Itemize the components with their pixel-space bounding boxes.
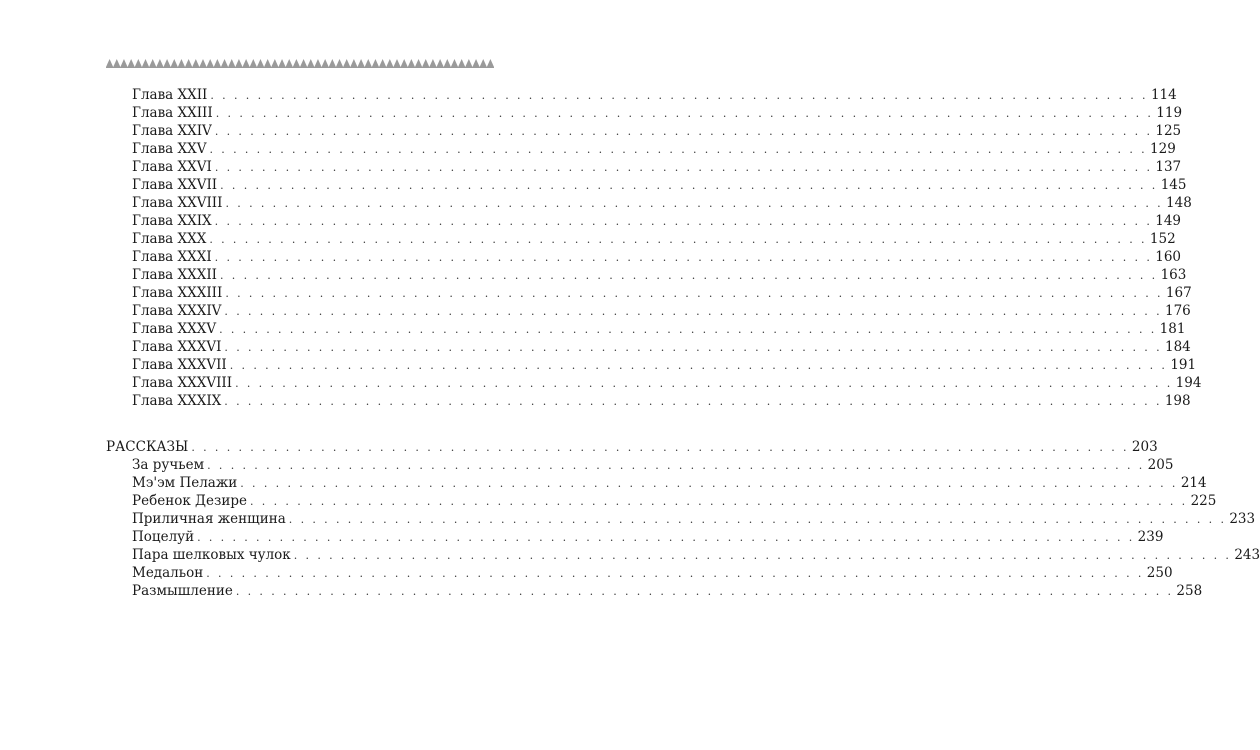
ornament-triangle (379, 59, 386, 67)
dot-leader: . . . . . . . . . . . . . . . . . . . . . . . . . . . . . . . . . . . . . . . . . . . . . . . . . . . . . . . . . . . . . . . . . . . . . . . . . . . . . . . . (214, 125, 1153, 138)
entry-label: Глава XXIII (132, 105, 213, 121)
entry-label: Глава XXV (132, 141, 207, 157)
dot-leader: . . . . . . . . . . . . . . . . . . . . . . . . . . . . . . . . . . . . . . . . . . . . . . . . . . . . . . . . . . . . . . . . . . . . . . . . . . . . . . . . (288, 513, 1227, 526)
entry-label: Глава XXXV (132, 321, 217, 337)
entry-label: Медальон (132, 565, 204, 581)
dot-leader: . . . . . . . . . . . . . . . . . . . . . . . . . . . . . . . . . . . . . . . . . . . . . . . . . . . . . . . . . . . . . . . . . . . . . . . . . . . . . . . . (207, 459, 1145, 472)
entry-page-number: 149 (1155, 213, 1182, 229)
dot-leader: . . . . . . . . . . . . . . . . . . . . . . . . . . . . . . . . . . . . . . . . . . . . . . . . . . . . . . . . . . . . . . . . . . . . . . . . . . . . . . . . (220, 179, 1158, 192)
dot-leader: . . . . . . . . . . . . . . . . . . . . . . . . . . . . . . . . . . . . . . . . . . . . . . . . . . . . . . . . . . . . . . . . . . . . . . . . . . . . . . . . (224, 305, 1162, 318)
ornament-triangle (465, 59, 472, 67)
ornament-triangle (372, 59, 379, 67)
toc-entry (106, 266, 1187, 284)
ornament-triangle (135, 59, 142, 67)
entry-page-number: 181 (1159, 321, 1186, 337)
dot-leader: . . . . . . . . . . . . . . . . . . . . . . . . . . . . . . . . . . . . . . . . . . . . . . . . . . . . . . . . . . . . . . . . . . . . . . . . . . . . . . . . (214, 251, 1153, 264)
entry-page-number: 225 (1190, 493, 1217, 509)
dot-leader: . . . . . . . . . . . . . . . . . . . . . . . . . . . . . . . . . . . . . . . . . . . . . . . . . . . . . . . . . . . . . . . . . . . . . . . . . . . . . . . . (235, 377, 1173, 390)
toc-entry (106, 456, 1174, 474)
ornament-triangle (386, 59, 393, 67)
entry-label: Глава XXII (132, 87, 208, 103)
ornament-triangle (250, 59, 257, 67)
toc-entry (106, 212, 1182, 230)
toc-entry (106, 104, 1183, 122)
ornament-triangle (163, 59, 170, 67)
ornament-triangle (322, 59, 329, 67)
dot-leader: . . . . . . . . . . . . . . . . . . . . . . . . . . . . . . . . . . . . . . . . . . . . . . . . . . . . . . . . . . . . . . . . . . . . . . . . . . . . . . . . (214, 161, 1153, 174)
dot-leader: . . . . . . . . . . . . . . . . . . . . . . . . . . . . . . . . . . . . . . . . . . . . . . . . . . . . . . . . . . . . . . . . . . . . . . . . . . . . . . . . (210, 89, 1148, 102)
entry-label: Глава XXXVIII (132, 375, 233, 391)
entry-page-number: 160 (1155, 249, 1182, 265)
toc-entry (106, 356, 1197, 374)
dot-leader: . . . . . . . . . . . . . . . . . . . . . . . . . . . . . . . . . . . . . . . . . . . . . . . . . . . . . . . . . . . . . . . . . . . . . . . . . . . . . . . . (215, 107, 1154, 120)
toc-entry (106, 582, 1203, 600)
dot-leader: . . . . . . . . . . . . . . . . . . . . . . . . . . . . . . . . . . . . . . . . . . . . . . . . . . . . . . . . . . . . . . . . . . . . . . . . . . . . . . . . (224, 395, 1162, 408)
entry-label: Ребенок Дезире (132, 493, 248, 509)
ornament-triangle (278, 59, 285, 67)
entry-page-number: 194 (1175, 375, 1202, 391)
chapter-list (106, 86, 1202, 410)
ornament-triangle (415, 59, 422, 67)
ornament-triangle (149, 59, 156, 67)
ornament-triangle (437, 59, 444, 67)
toc-entry (106, 176, 1187, 194)
ornament-triangle (458, 59, 465, 67)
ornament-triangle (357, 59, 364, 67)
entry-page-number: 129 (1150, 141, 1176, 157)
table-of-contents (106, 86, 1260, 600)
entry-label: Глава XXXIII (132, 285, 223, 301)
entry-page-number: 125 (1155, 123, 1182, 139)
ornament-triangle (365, 59, 372, 67)
dot-leader: . . . . . . . . . . . . . . . . . . . . . . . . . . . . . . . . . . . . . . . . . . . . . . . . . . . . . . . . . . . . . . . . . . . . . . . . . . . . . . . . (225, 287, 1163, 300)
ornament-triangle (293, 59, 300, 67)
ornament-triangle (343, 59, 350, 67)
entry-label: Мэ'эм Пелажи (132, 475, 238, 491)
entry-label: Глава XXXII (132, 267, 218, 283)
toc-entry (106, 564, 1173, 582)
entry-page-number: 148 (1166, 195, 1192, 211)
ornament-triangle (156, 59, 163, 67)
entry-label: Глава XXVI (132, 159, 212, 175)
dot-leader: . . . . . . . . . . . . . . . . . . . . . . . . . . . . . . . . . . . . . . . . . . . . . . . . . . . . . . . . . . . . . . . . . . . . . . . . . . . . . . . . (293, 549, 1232, 562)
toc-entry (106, 392, 1191, 410)
toc-entry (106, 510, 1256, 528)
ornament-triangle (214, 59, 221, 67)
dot-leader: . . . . . . . . . . . . . . . . . . . . . . . . . . . . . . . . . . . . . . . . . . . . . . . . . . . . . . . . . . . . . . . . . . . . . . . . . . . . . . . . (250, 495, 1188, 508)
dot-leader: . . . . . . . . . . . . . . . . . . . . . . . . . . . . . . . . . . . . . . . . . . . . . . . . . . . . . . . . . . . . . . . . . . . . . . . . . . . . . . . . (224, 341, 1162, 354)
section-page-number: 203 (1131, 439, 1158, 455)
ornament-triangle (243, 59, 250, 67)
ornament-triangle (199, 59, 206, 67)
ornament-triangle (235, 59, 242, 67)
ornament-triangle (286, 59, 293, 67)
dot-leader: . . . . . . . . . . . . . . . . . . . . . . . . . . . . . . . . . . . . . . . . . . . . . . . . . . . . . . . . . . . . . . . . . . . . . . . . . . . . . . . . (209, 143, 1148, 156)
entry-page-number: 191 (1170, 357, 1197, 373)
entry-label: Глава XXXIX (132, 393, 222, 409)
ornament-triangle (171, 59, 178, 67)
ornament-triangle (408, 59, 415, 67)
ornament-triangle (221, 59, 228, 67)
dot-leader: . . . . . . . . . . . . . . . . . . . . . . . . . . . . . . . . . . . . . . . . . . . . . . . . . . . . . . . . . . . . . . . . . . . . . . . . . . . . . . . . (229, 359, 1168, 372)
ornament-triangle (142, 59, 149, 67)
toc-section-stories (106, 438, 1158, 456)
entry-label: Глава XXVII (132, 177, 218, 193)
entry-label: Глава XXXVII (132, 357, 227, 373)
toc-entry (106, 474, 1207, 492)
dot-leader: . . . . . . . . . . . . . . . . . . . . . . . . . . . . . . . . . . . . . . . . . . . . . . . . . . . . . . . . . . . . . . . . . . . . . . . . . . . . . . . . (191, 441, 1129, 454)
entry-page-number: 184 (1164, 339, 1191, 355)
entry-page-number: 214 (1180, 475, 1207, 491)
ornament-triangle (307, 59, 314, 67)
story-list (106, 456, 1260, 600)
ornament-triangle (480, 59, 487, 67)
ornament-triangle (329, 59, 336, 67)
dot-leader: . . . . . . . . . . . . . . . . . . . . . . . . . . . . . . . . . . . . . . . . . . . . . . . . . . . . . . . . . . . . . . . . . . . . . . . . . . . . . . . . (235, 585, 1174, 598)
entry-page-number: 239 (1137, 529, 1164, 545)
ornament-triangle (178, 59, 185, 67)
ornament-triangle (228, 59, 235, 67)
ornament-triangle (472, 59, 479, 67)
entry-page-number: 176 (1164, 303, 1191, 319)
ornament-triangle (300, 59, 307, 67)
toc-entry (106, 374, 1202, 392)
dot-leader: . . . . . . . . . . . . . . . . . . . . . . . . . . . . . . . . . . . . . . . . . . . . . . . . . . . . . . . . . . . . . . . . . . . . . . . . . . . . . . . . (219, 323, 1157, 336)
entry-page-number: 137 (1155, 159, 1182, 175)
toc-entry (106, 140, 1176, 158)
ornament-triangle (314, 59, 321, 67)
dot-leader: . . . . . . . . . . . . . . . . . . . . . . . . . . . . . . . . . . . . . . . . . . . . . . . . . . . . . . . . . . . . . . . . . . . . . . . . . . . . . . . . (225, 197, 1164, 210)
dot-leader: . . . . . . . . . . . . . . . . . . . . . . . . . . . . . . . . . . . . . . . . . . . . . . . . . . . . . . . . . . . . . . . . . . . . . . . . . . . . . . . . (197, 531, 1135, 544)
ornament-triangle (401, 59, 408, 67)
ornament-triangle (271, 59, 278, 67)
entry-page-number: 163 (1160, 267, 1187, 283)
toc-entry (106, 320, 1186, 338)
entry-page-number: 119 (1156, 105, 1183, 121)
dot-leader: . . . . . . . . . . . . . . . . . . . . . . . . . . . . . . . . . . . . . . . . . . . . . . . . . . . . . . . . . . . . . . . . . . . . . . . . . . . . . . . . (206, 567, 1144, 580)
toc-entry (106, 122, 1182, 140)
toc-entry (106, 194, 1192, 212)
toc-entry (106, 528, 1164, 546)
ornament-triangle (429, 59, 436, 67)
entry-label: Глава XXIV (132, 123, 212, 139)
ornament-triangle (257, 59, 264, 67)
entry-label: Глава XXVIII (132, 195, 223, 211)
ornament-triangle (264, 59, 271, 67)
entry-label: Глава XXXIV (132, 303, 222, 319)
toc-entry (106, 284, 1192, 302)
toc-entry (106, 338, 1191, 356)
toc-entry (106, 492, 1217, 510)
ornament-triangle (451, 59, 458, 67)
entry-page-number: 205 (1147, 457, 1174, 473)
ornament-triangle (336, 59, 343, 67)
entry-page-number: 250 (1146, 565, 1173, 581)
toc-entry (106, 248, 1182, 266)
entry-page-number: 243 (1234, 547, 1260, 563)
entry-label: Глава XXXI (132, 249, 212, 265)
entry-page-number: 233 (1229, 511, 1256, 527)
ornament-baseline (106, 67, 494, 68)
entry-label: Пара шелковых чулок (132, 547, 291, 563)
ornament-triangle (207, 59, 214, 67)
entry-page-number: 167 (1165, 285, 1192, 301)
ornament-triangle (113, 59, 120, 67)
toc-entry (106, 230, 1176, 248)
toc-entry (106, 302, 1191, 320)
entry-label: Приличная женщина (132, 511, 286, 527)
ornament-triangle (120, 59, 127, 67)
entry-label: Глава XXIX (132, 213, 212, 229)
dot-leader: . . . . . . . . . . . . . . . . . . . . . . . . . . . . . . . . . . . . . . . . . . . . . . . . . . . . . . . . . . . . . . . . . . . . . . . . . . . . . . . . (240, 477, 1178, 490)
entry-page-number: 152 (1149, 231, 1176, 247)
ornament-triangle (192, 59, 199, 67)
entry-label: Размышление (132, 583, 233, 599)
entry-label: Поцелуй (132, 529, 195, 545)
ornament-triangle (185, 59, 192, 67)
toc-entry (106, 86, 1177, 104)
entry-page-number: 198 (1164, 393, 1191, 409)
ornament-triangle (393, 59, 400, 67)
ornament-triangle (128, 59, 135, 67)
entry-page-number: 145 (1160, 177, 1187, 193)
ornament-triangle (444, 59, 451, 67)
toc-entry (106, 158, 1182, 176)
entry-label: Глава XXXVI (132, 339, 222, 355)
ornament-triangle (350, 59, 357, 67)
entry-page-number: 258 (1176, 583, 1203, 599)
ornament-triangle (106, 59, 113, 67)
section-label: РАССКАЗЫ (106, 439, 189, 455)
dot-leader: . . . . . . . . . . . . . . . . . . . . . . . . . . . . . . . . . . . . . . . . . . . . . . . . . . . . . . . . . . . . . . . . . . . . . . . . . . . . . . . . (214, 215, 1153, 228)
dot-leader: . . . . . . . . . . . . . . . . . . . . . . . . . . . . . . . . . . . . . . . . . . . . . . . . . . . . . . . . . . . . . . . . . . . . . . . . . . . . . . . . (220, 269, 1158, 282)
entry-label: За ручьем (132, 457, 205, 473)
ornament-triangle (487, 59, 494, 67)
ornament-triangle (422, 59, 429, 67)
decorative-ornament-border (106, 56, 494, 68)
dot-leader: . . . . . . . . . . . . . . . . . . . . . . . . . . . . . . . . . . . . . . . . . . . . . . . . . . . . . . . . . . . . . . . . . . . . . . . . . . . . . . . . (209, 233, 1147, 246)
entry-label: Глава XXX (132, 231, 207, 247)
toc-entry (106, 546, 1260, 564)
entry-page-number: 114 (1150, 87, 1177, 103)
